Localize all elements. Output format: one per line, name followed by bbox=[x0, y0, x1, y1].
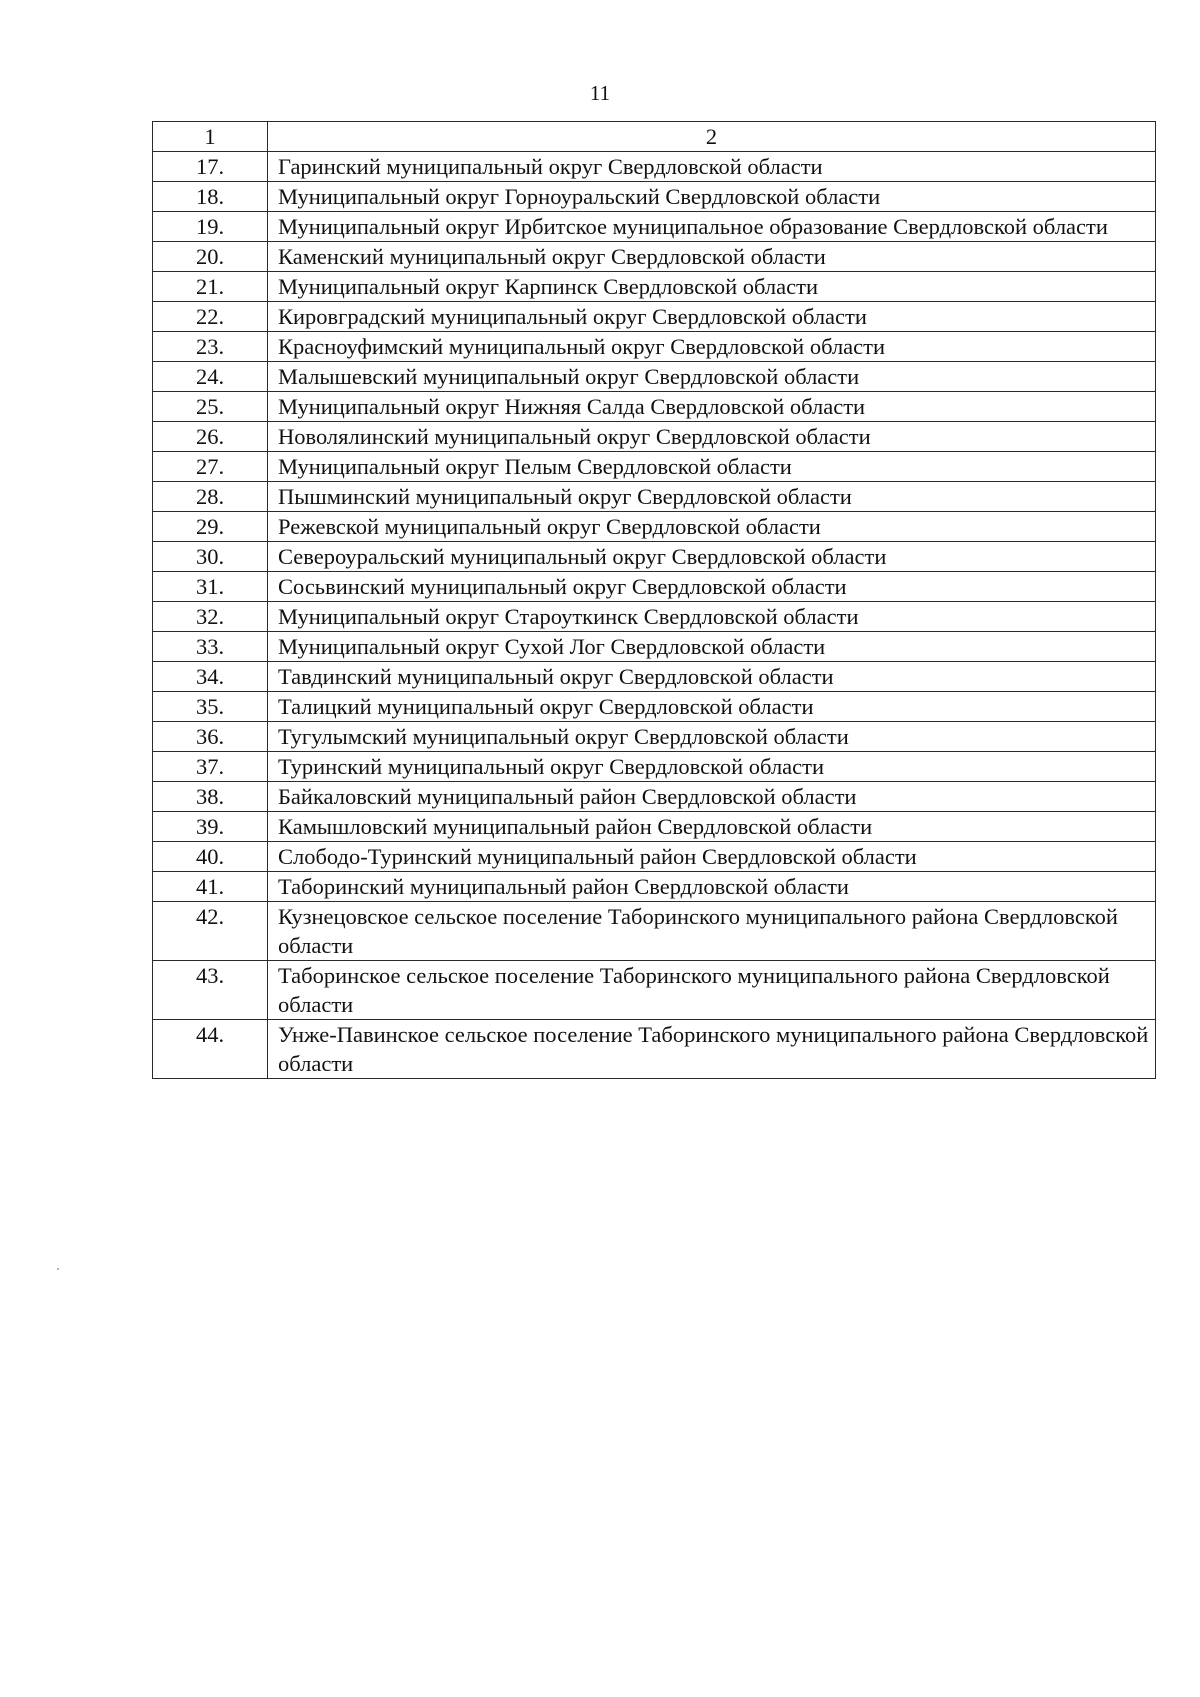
municipality-name: Режевской муниципальный округ Свердловской области bbox=[268, 512, 1156, 542]
table-row bbox=[153, 392, 1156, 422]
row-number: 24. bbox=[153, 362, 268, 392]
row-number: 28. bbox=[153, 482, 268, 512]
row-number: 43. bbox=[153, 961, 268, 1020]
municipality-name: Тавдинский муниципальный округ Свердловской области bbox=[268, 662, 1156, 692]
municipality-name: Слободо-Туринский муниципальный район Свердловской области bbox=[268, 842, 1156, 872]
municipality-name: Пышминский муниципальный округ Свердловской области bbox=[268, 482, 1156, 512]
row-number: 20. bbox=[153, 242, 268, 272]
table-row bbox=[153, 182, 1156, 212]
row-number: 22. bbox=[153, 302, 268, 332]
table-row bbox=[153, 572, 1156, 602]
municipality-name: Малышевский муниципальный округ Свердловской области bbox=[268, 362, 1156, 392]
table-row bbox=[153, 812, 1156, 842]
row-number: 19. bbox=[153, 212, 268, 242]
table-row bbox=[153, 152, 1156, 182]
row-number: 32. bbox=[153, 602, 268, 632]
table-row bbox=[153, 302, 1156, 332]
municipality-name: Камышловский муниципальный район Свердловской области bbox=[268, 812, 1156, 842]
table-row bbox=[153, 961, 1156, 1020]
row-number: 23. bbox=[153, 332, 268, 362]
table-row bbox=[153, 242, 1156, 272]
table-row bbox=[153, 782, 1156, 812]
municipality-name: Муниципальный округ Староуткинск Свердловской области bbox=[268, 602, 1156, 632]
municipality-name: Североуральский муниципальный округ Свердловской области bbox=[268, 542, 1156, 572]
row-number: 18. bbox=[153, 182, 268, 212]
row-number: 41. bbox=[153, 872, 268, 902]
municipality-name: Байкаловский муниципальный район Свердловской области bbox=[268, 782, 1156, 812]
table-row bbox=[153, 902, 1156, 961]
table-row bbox=[153, 602, 1156, 632]
table-row bbox=[153, 542, 1156, 572]
row-number: 34. bbox=[153, 662, 268, 692]
table-row bbox=[153, 842, 1156, 872]
table-row bbox=[153, 692, 1156, 722]
row-number: 36. bbox=[153, 722, 268, 752]
municipality-name: Таборинское сельское поселение Таборинского муниципального района Свердловской области bbox=[268, 961, 1156, 1020]
municipality-name: Гаринский муниципальный округ Свердловской области bbox=[268, 152, 1156, 182]
header-column-number: 1 bbox=[153, 122, 268, 152]
row-number: 25. bbox=[153, 392, 268, 422]
row-number: 31. bbox=[153, 572, 268, 602]
table-row bbox=[153, 662, 1156, 692]
table-row bbox=[153, 422, 1156, 452]
table-row bbox=[153, 332, 1156, 362]
row-number: 40. bbox=[153, 842, 268, 872]
header-column-name: 2 bbox=[268, 122, 1156, 152]
scan-speck bbox=[57, 1268, 59, 1270]
municipality-name: Кировградский муниципальный округ Свердловской области bbox=[268, 302, 1156, 332]
municipality-name: Каменский муниципальный округ Свердловской области bbox=[268, 242, 1156, 272]
row-number: 29. bbox=[153, 512, 268, 542]
row-number: 21. bbox=[153, 272, 268, 302]
municipality-name: Муниципальный округ Ирбитское муниципальное образование Свердловской области bbox=[268, 212, 1156, 242]
row-number: 30. bbox=[153, 542, 268, 572]
table-row bbox=[153, 872, 1156, 902]
municipality-name: Тугулымский муниципальный округ Свердловской области bbox=[268, 722, 1156, 752]
row-number: 33. bbox=[153, 632, 268, 662]
row-number: 17. bbox=[153, 152, 268, 182]
municipalities-table bbox=[152, 121, 1156, 1079]
table-row bbox=[153, 452, 1156, 482]
table-body bbox=[153, 152, 1156, 1079]
row-number: 42. bbox=[153, 902, 268, 961]
municipality-name: Сосьвинский муниципальный округ Свердловской области bbox=[268, 572, 1156, 602]
table-row bbox=[153, 752, 1156, 782]
municipality-name: Муниципальный округ Карпинск Свердловской области bbox=[268, 272, 1156, 302]
row-number: 27. bbox=[153, 452, 268, 482]
municipality-name: Кузнецовское сельское поселение Таборинского муниципального района Свердловской области bbox=[268, 902, 1156, 961]
table-row bbox=[153, 362, 1156, 392]
row-number: 44. bbox=[153, 1020, 268, 1079]
municipality-name: Муниципальный округ Сухой Лог Свердловской области bbox=[268, 632, 1156, 662]
table-row bbox=[153, 1020, 1156, 1079]
municipality-name: Муниципальный округ Пелым Свердловской области bbox=[268, 452, 1156, 482]
municipality-name: Туринский муниципальный округ Свердловской области bbox=[268, 752, 1156, 782]
row-number: 35. bbox=[153, 692, 268, 722]
municipality-name: Муниципальный округ Горноуральский Свердловской области bbox=[268, 182, 1156, 212]
municipality-name: Муниципальный округ Нижняя Салда Свердловской области bbox=[268, 392, 1156, 422]
municipality-name: Таборинский муниципальный район Свердловской области bbox=[268, 872, 1156, 902]
table-row bbox=[153, 212, 1156, 242]
table-row bbox=[153, 272, 1156, 302]
municipality-name: Новолялинский муниципальный округ Свердловской области bbox=[268, 422, 1156, 452]
table-row bbox=[153, 722, 1156, 752]
row-number: 37. bbox=[153, 752, 268, 782]
page-number: 11 bbox=[589, 81, 611, 105]
municipality-name: Унже-Павинское сельское поселение Таборинского муниципального района Свердловской области bbox=[268, 1020, 1156, 1079]
table-header-row bbox=[153, 122, 1156, 152]
municipality-name: Талицкий муниципальный округ Свердловской области bbox=[268, 692, 1156, 722]
row-number: 38. bbox=[153, 782, 268, 812]
municipality-name: Красноуфимский муниципальный округ Свердловской области bbox=[268, 332, 1156, 362]
row-number: 39. bbox=[153, 812, 268, 842]
table-row bbox=[153, 632, 1156, 662]
table-row bbox=[153, 512, 1156, 542]
table-row bbox=[153, 482, 1156, 512]
row-number: 26. bbox=[153, 422, 268, 452]
